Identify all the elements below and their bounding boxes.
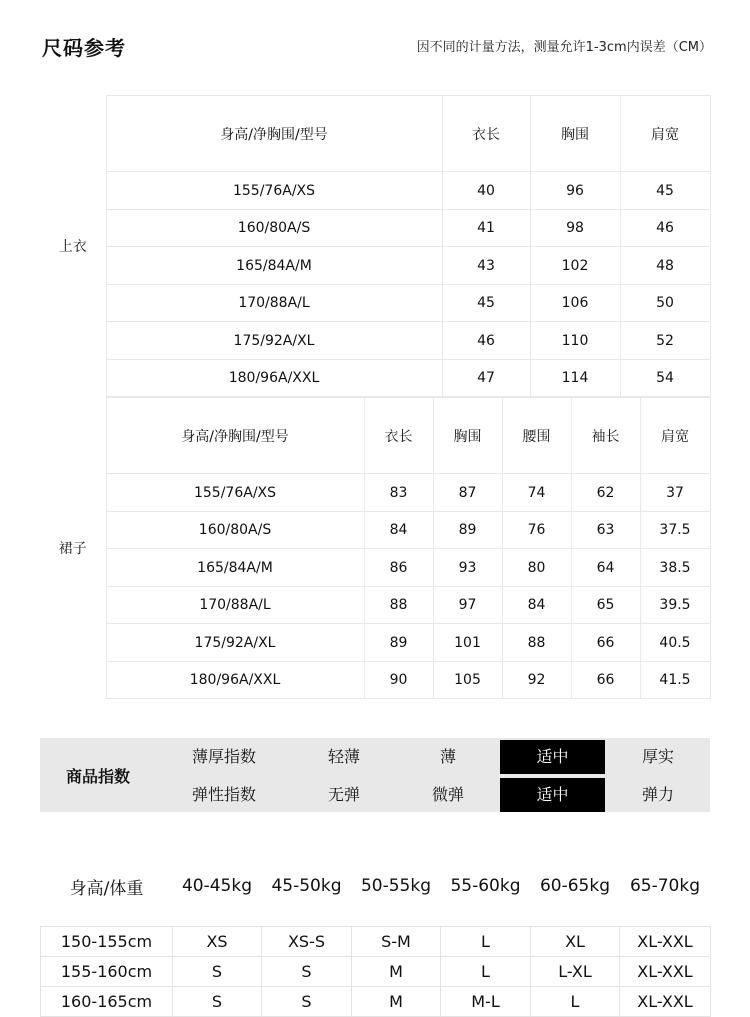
table-row: [40, 210, 710, 247]
table-cell: 45: [442, 285, 530, 322]
table-cell: M: [352, 986, 441, 1016]
table-cell: 180/96A/XXL: [106, 662, 364, 699]
column-header: 衣长: [442, 96, 530, 172]
table-cell: 88: [364, 587, 433, 624]
table-cell: L: [531, 986, 620, 1016]
table-cell: 180/96A/XXL: [106, 360, 442, 397]
table-cell: S: [173, 986, 262, 1016]
table-cell: 40.5: [640, 624, 710, 662]
table-cell: M: [352, 956, 441, 986]
table-cell: 114: [530, 360, 620, 397]
table-cell: 160/80A/S: [106, 512, 364, 549]
table-cell: XL-XXL: [620, 986, 711, 1016]
table-cell: 84: [364, 512, 433, 549]
column-header: 肩宽: [640, 398, 710, 474]
table-cell: 165/84A/M: [106, 247, 442, 285]
table-cell: 46: [442, 322, 530, 360]
table-cell: 150-155cm: [41, 926, 173, 956]
table-row: [40, 512, 710, 549]
column-header: 45-50kg: [271, 876, 342, 896]
column-header: 肩宽: [620, 96, 710, 172]
table-cell: 175/92A/XL: [106, 624, 364, 662]
table-cell: 160/80A/S: [106, 210, 442, 247]
table-cell: 37: [640, 474, 710, 512]
thickness-option-thick: 厚实: [641, 747, 674, 766]
column-header: 胸围: [433, 398, 502, 474]
table-cell: 63: [571, 512, 640, 549]
table-cell: 38.5: [640, 549, 710, 587]
table-header-row: [41, 862, 711, 910]
table-cell: 110: [530, 322, 620, 360]
table-row: [41, 926, 711, 956]
table-cell: 37.5: [640, 512, 710, 549]
table-cell: 43: [442, 247, 530, 285]
elasticity-option-slight: 微弹: [431, 785, 464, 804]
table-cell: L: [441, 956, 531, 986]
table-cell: 90: [364, 662, 433, 699]
table-cell: 98: [530, 210, 620, 247]
table-cell: 170/88A/L: [106, 587, 364, 624]
table-cell: 101: [433, 624, 502, 662]
column-header: 60-65kg: [539, 876, 611, 896]
column-header: 腰围: [502, 398, 571, 474]
table-cell: 45: [620, 172, 710, 210]
table-row: [40, 662, 710, 699]
table-cell: 66: [571, 624, 640, 662]
table-cell: 54: [620, 360, 710, 397]
table-cell: 48: [620, 247, 710, 285]
skirt-size-table: [40, 397, 711, 699]
table-cell: 97: [433, 587, 502, 624]
product-index-panel: [40, 738, 710, 812]
table-cell: S: [262, 956, 352, 986]
table-row: [41, 986, 711, 1016]
column-header: 65-70kg: [629, 876, 701, 896]
table-cell: 76: [502, 512, 571, 549]
table-cell: 50: [620, 285, 710, 322]
table-cell: 96: [530, 172, 620, 210]
thickness-option-medium: 适中: [500, 740, 605, 774]
table-cell: 84: [502, 587, 571, 624]
column-header: 衣长: [364, 398, 433, 474]
table-cell: 92: [502, 662, 571, 699]
table-row: [40, 285, 710, 322]
product-index-label: 商品指数: [66, 767, 131, 786]
column-header: 40-45kg: [181, 876, 253, 896]
table-cell: S: [262, 986, 352, 1016]
table-cell: 40: [442, 172, 530, 210]
table-row: [41, 956, 711, 986]
column-header: 身高/净胸围/型号: [106, 398, 364, 474]
table-cell: 39.5: [640, 587, 710, 624]
table-row: [40, 360, 710, 397]
elasticity-option-stretch: 弹力: [641, 785, 674, 804]
table-cell: 86: [364, 549, 433, 587]
top-size-table: [40, 95, 711, 397]
table-cell: 64: [571, 549, 640, 587]
table-row: [40, 474, 710, 512]
table-cell: 47: [442, 360, 530, 397]
column-header: 身高/净胸围/型号: [106, 96, 442, 172]
table-cell: S-M: [352, 926, 441, 956]
table-cell: 160-165cm: [41, 986, 173, 1016]
table-cell: 65: [571, 587, 640, 624]
table-cell: 83: [364, 474, 433, 512]
table-row: [40, 549, 710, 587]
column-header: 55-60kg: [450, 876, 521, 896]
table-cell: XS-S: [262, 926, 352, 956]
measurement-note: 因不同的计量方法，测量允许1-3cm内误差（CM）: [416, 40, 712, 55]
table-cell: 155/76A/XS: [106, 172, 442, 210]
column-header: 身高/体重: [69, 878, 144, 899]
table-cell: 155/76A/XS: [106, 474, 364, 512]
table-cell: 52: [620, 322, 710, 360]
table-cell: XL-XXL: [620, 926, 711, 956]
thickness-option-thin: 薄: [439, 747, 456, 766]
elasticity-option-medium: 适中: [500, 778, 605, 812]
table-cell: 46: [620, 210, 710, 247]
height-weight-table: [40, 862, 711, 1017]
table-row: [40, 624, 710, 662]
table-row: [40, 247, 710, 285]
table-cell: 66: [571, 662, 640, 699]
page-title: 尺码参考: [42, 36, 126, 60]
table-cell: 105: [433, 662, 502, 699]
category-label-skirt: 裙子: [58, 541, 87, 557]
table-cell: 170/88A/L: [106, 285, 442, 322]
table-cell: 88: [502, 624, 571, 662]
table-cell: XL-XXL: [620, 956, 711, 986]
table-cell: 87: [433, 474, 502, 512]
table-cell: L: [441, 926, 531, 956]
table-row: [40, 172, 710, 210]
category-label-top: 上衣: [58, 239, 87, 255]
table-row: [40, 322, 710, 360]
table-cell: 155-160cm: [41, 956, 173, 986]
table-cell: 80: [502, 549, 571, 587]
thickness-option-light: 轻薄: [327, 747, 360, 766]
table-cell: 102: [530, 247, 620, 285]
table-row: [40, 587, 710, 624]
table-cell: 175/92A/XL: [106, 322, 442, 360]
table-cell: M-L: [441, 986, 531, 1016]
table-cell: 89: [433, 512, 502, 549]
column-header: 50-55kg: [360, 876, 432, 896]
table-cell: 62: [571, 474, 640, 512]
table-cell: S: [173, 956, 262, 986]
index-name-thickness: 薄厚指数: [191, 747, 256, 766]
elasticity-option-none: 无弹: [327, 785, 360, 804]
table-cell: XL: [531, 926, 620, 956]
table-cell: 41.5: [640, 662, 710, 699]
index-name-elasticity: 弹性指数: [191, 785, 256, 804]
column-header: 胸围: [530, 96, 620, 172]
table-cell: 165/84A/M: [106, 549, 364, 587]
column-header: 袖长: [571, 398, 640, 474]
table-cell: 89: [364, 624, 433, 662]
table-cell: XS: [173, 926, 262, 956]
table-cell: L-XL: [531, 956, 620, 986]
table-cell: 41: [442, 210, 530, 247]
table-cell: 106: [530, 285, 620, 322]
table-cell: 93: [433, 549, 502, 587]
table-cell: 74: [502, 474, 571, 512]
